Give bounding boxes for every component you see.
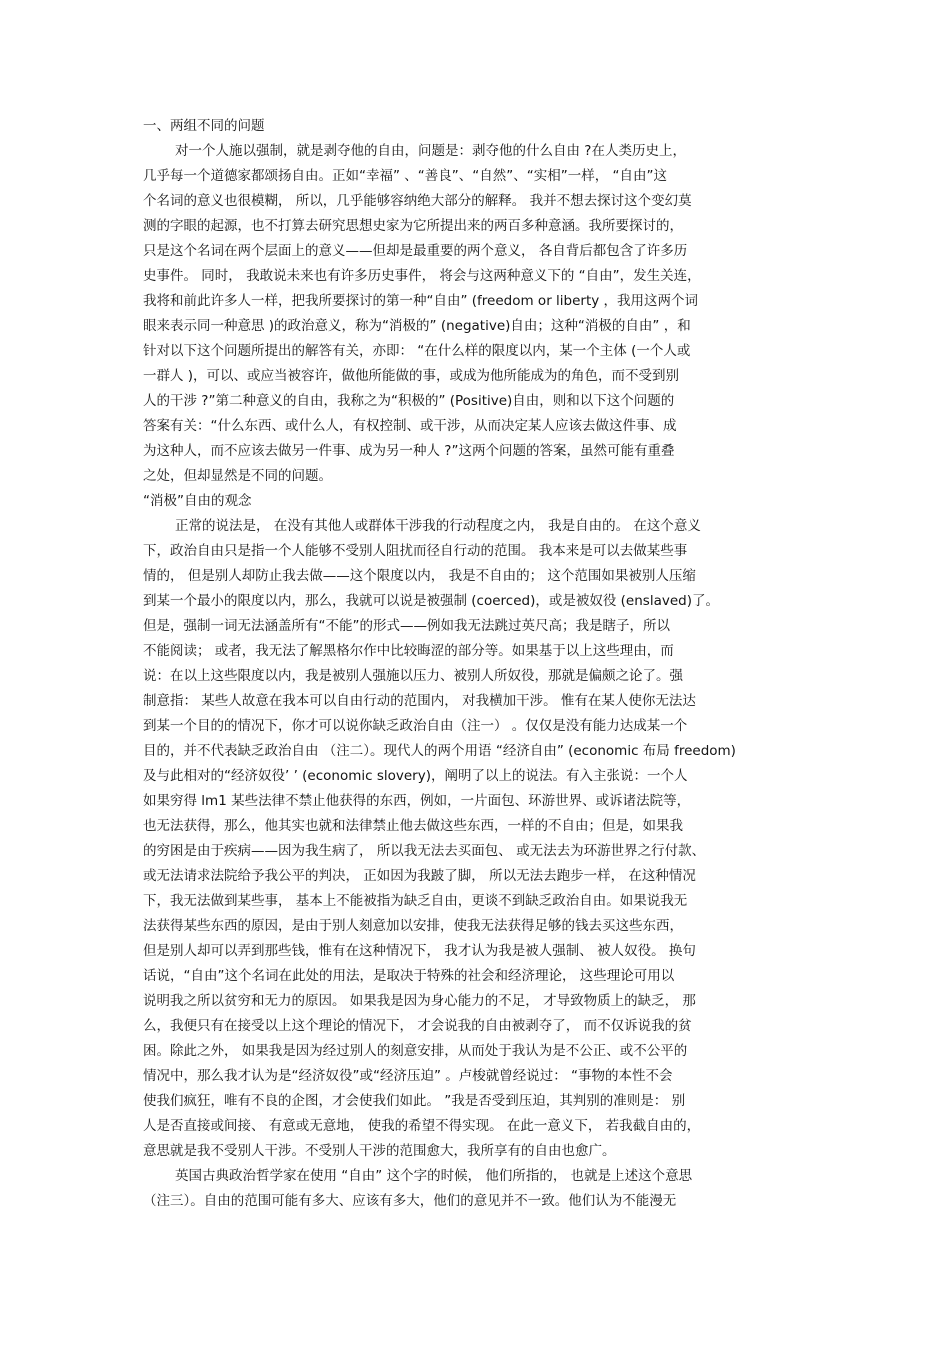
text-line: 几乎每一个道德家都颂扬自由。正如“幸福” 、“善良”、“自然”、“实相”一样， “自由”这 — [143, 168, 668, 184]
text-line: 针对以下这个问题所提出的解答有关，亦即： “在什么样的限度以内，某一个主体 (一个人或 — [143, 343, 691, 359]
text-line: 的穷困是由于疾病——因为我生病了， 所以我无法去买面包、 或无法去为环游世界之行付款、 — [143, 843, 706, 859]
section-heading: 一、两组不同的问题 — [143, 118, 265, 134]
text-line: 之处，但却显然是不同的问题。 — [143, 468, 332, 484]
text-line: 话说，“自由”这个名词在此处的用法，是取决于特殊的社会和经济理论， 这些理论可用以 — [143, 968, 675, 984]
text-line: 个名词的意义也很模糊， 所以，几乎能够容纳绝大部分的解释。 我并不想去探讨这个变幻莫 — [143, 193, 692, 209]
text-line: 如果穷得 lm1 某些法律不禁止他获得的东西，例如，一片面包、环游世界、或诉诸法院等， — [143, 793, 691, 809]
text-line: 到某一个目的的情况下，你才可以说你缺乏政治自由（注一） 。仅仅是没有能力达成某一个 — [143, 718, 688, 734]
text-line: 为这种人，而不应该去做另一件事、成为另一种人 ?”这两个问题的答案，虽然可能有重叠 — [143, 443, 675, 459]
text-line: 说明我之所以贫穷和无力的原因。 如果我是因为身心能力的不足， 才导致物质上的缺乏， 那 — [143, 993, 696, 1009]
text-line: 下，政治自由只是指一个人能够不受别人阻扰而径自行动的范围。 我本来是可以去做某些事 — [143, 543, 688, 559]
text-line: （注三）。自由的范围可能有多大、应该有多大，他们的意见并不一致。他们认为不能漫无 — [143, 1193, 677, 1209]
text-line: 也无法获得，那么，他其实也就和法律禁止他去做这些东西，一样的不自由；但是，如果我 — [143, 818, 683, 834]
text-line: 测的字眼的起源，也不打算去研究思想史家为它所提出来的两百多种意涵。我所要探讨的， — [143, 218, 683, 234]
text-line: 意思就是我不受别人干涉。不受别人干涉的范围愈大，我所享有的自由也愈广。 — [143, 1143, 616, 1159]
text-line: 情的， 但是别人却防止我去做——这个限度以内， 我是不自由的； 这个范围如果被别人压缩 — [143, 568, 696, 584]
text-line: 但是别人却可以弄到那些钱，惟有在这种情况下， 我才认为我是被人强制、 被人奴役。 换句 — [143, 943, 696, 959]
text-line: 但是，强制一词无法涵盖所有“不能”的形式——例如我无法跳过英尺高；我是瞎子，所以 — [143, 618, 670, 634]
document-body — [143, 114, 808, 1214]
text-line: 么，我便只有在接受以上这个理论的情况下， 才会说我的自由被剥夺了， 而不仅诉说我的贫 — [143, 1018, 692, 1034]
text-line: 一群人 )，可以、或应当被容许，做他所能做的事，或成为他所能成为的角色，而不受到别 — [143, 368, 680, 384]
text-line: 下，我无法做到某些事， 基本上不能被指为缺乏自由，更谈不到缺乏政治自由。如果说我无 — [143, 893, 688, 909]
text-line: 困。除此之外， 如果我是因为经过别人的刻意安排，从而处于我认为是不公正、或不公平的 — [143, 1043, 688, 1059]
text-line: 史事件。 同时， 我敢说未来也有许多历史事件， 将会与这两种意义下的 “自由”，发生关连， — [143, 268, 701, 284]
text-line: 制意指： 某些人故意在我本可以自由行动的范围内， 对我横加干涉。 惟有在某人使你无法达 — [143, 693, 696, 709]
text-line: 情况中，那么我才认为是“经济奴役”或“经济压迫” 。卢梭就曾经说过： “事物的本性不会 — [143, 1068, 673, 1084]
text-line: 或无法请求法院给予我公平的判决， 正如因为我跛了脚， 所以无法去跑步一样， 在这种情况 — [143, 868, 696, 884]
text-line: 不能阅读； 或者，我无法了解黑格尔作中比较晦涩的部分等。如果基于以上这些理由，而 — [143, 643, 674, 659]
text-line: 人的干涉 ?”第二种意义的自由，我称之为“积极的” (Positive)自由，则和以下这个问题的 — [143, 393, 675, 409]
text-line: 目的，并不代表缺乏政治自由 （注二）。现代人的两个用语 “经济自由” (economic 布局 freedom) — [143, 743, 736, 759]
text-line: 人是否直接或间接、 有意或无意地， 使我的希望不得实现。 在此一意义下， 若我截自由的， — [143, 1118, 701, 1134]
text-line: 对一个人施以强制，就是剥夺他的自由，问题是：剥夺他的什么自由 ?在人类历史上， — [175, 143, 686, 159]
section-heading: “消极”自由的观念 — [143, 493, 252, 509]
text-line: 正常的说法是， 在没有其他人或群体干涉我的行动程度之内， 我是自由的。 在这个意义 — [175, 518, 701, 534]
text-line: 到某一个最小的限度以内，那么，我就可以说是被强制 (coerced)，或是被奴役 (enslaved)了。 — [143, 593, 719, 609]
text-line: 只是这个名词在两个层面上的意义——但却是最重要的两个意义， 各自背后都包含了许多历 — [143, 243, 688, 259]
text-line: 说：在以上这些限度以内，我是被别人强施以压力、被别人所奴役，那就是偏颇之论了。强 — [143, 668, 683, 684]
text-line: 英国古典政治哲学家在使用 “自由” 这个字的时候， 他们所指的， 也就是上述这个意思 — [175, 1168, 693, 1184]
text-line: 答案有关：“什么东西、或什么人，有权控制、或干涉，从而决定某人应该去做这件事、成 — [143, 418, 677, 434]
text-line: 眼来表示同一种意思 )的政治意义，称为“消极的” (negative)自由；这种“消极的自由” ，和 — [143, 318, 691, 334]
text-line: 及与此相对的“经济奴役’ ’ (economic slovery)，阐明了以上的说法。有入主张说：一个人 — [143, 768, 688, 784]
text-line: 我将和前此许多人一样，把我所要探讨的第一种“自由” (freedom or liberty ，我用这两个词 — [143, 293, 699, 309]
text-line: 法获得某些东西的原因，是由于别人刻意加以安排，使我无法获得足够的钱去买这些东西， — [143, 918, 683, 934]
text-line: 使我们疯狂，唯有不良的企图，才会使我们如此。 ”我是否受到压迫，其判别的准则是： 别 — [143, 1093, 686, 1109]
